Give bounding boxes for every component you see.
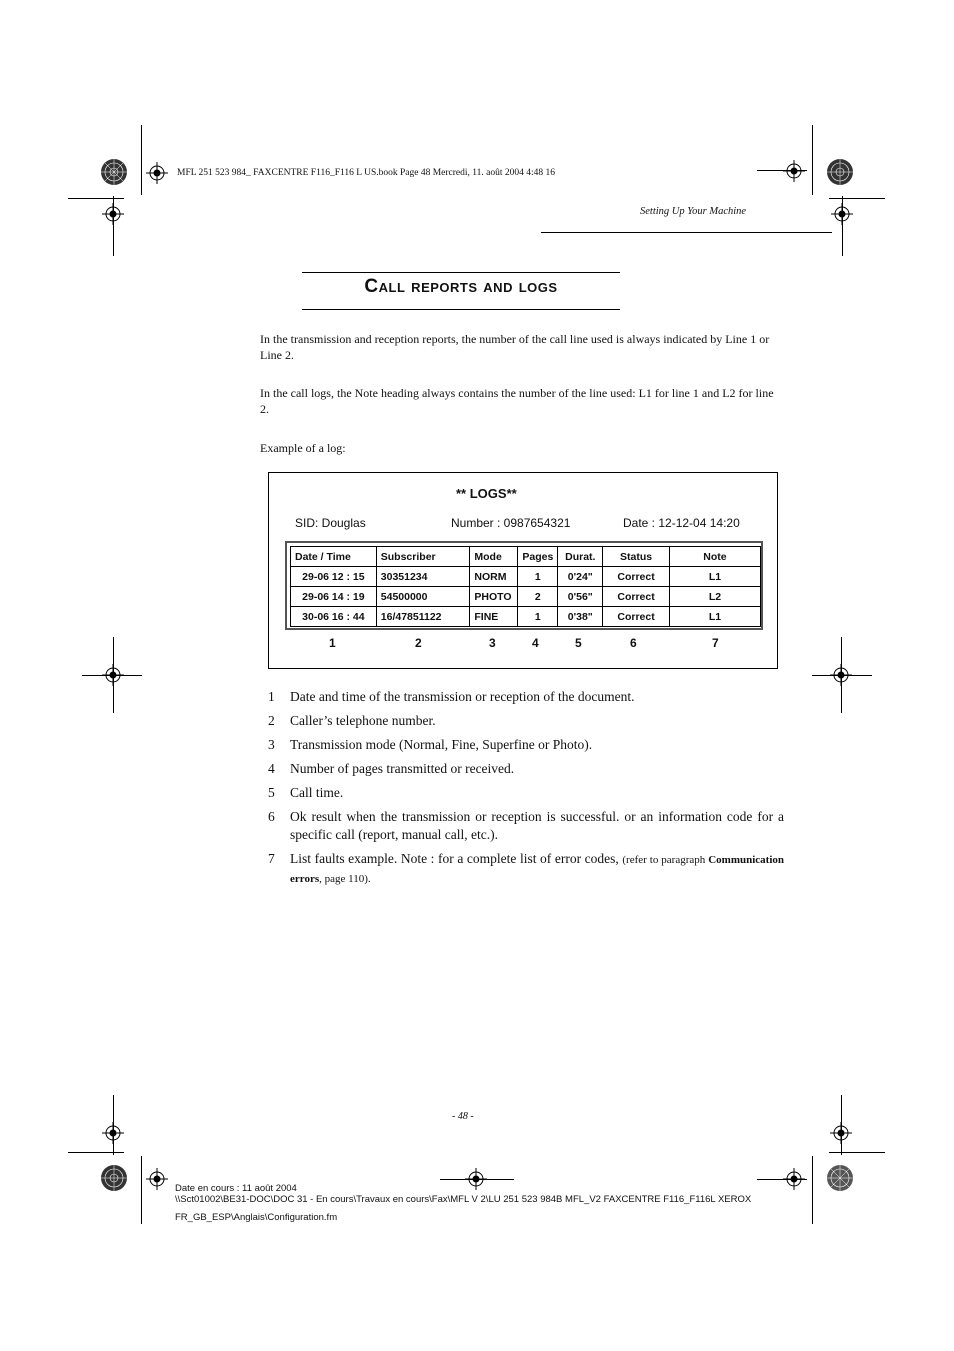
cross-reference-page: , page 110 (319, 873, 365, 885)
table-cell: 0'24" (558, 567, 603, 587)
list-item-text: Caller’s telephone number. (290, 713, 436, 728)
registration-cross-icon (831, 203, 853, 225)
registration-cross-icon (102, 664, 124, 686)
list-item (268, 760, 784, 778)
table-cell: 0'38" (558, 607, 603, 627)
crop-line (829, 1152, 885, 1153)
list-item (268, 712, 784, 730)
table-cell: 2 (518, 587, 558, 607)
table-cell: 30351234 (376, 567, 470, 587)
list-item-number: 6 (268, 809, 275, 824)
header-rule (541, 232, 832, 233)
example-label: Example of a log: (260, 441, 346, 455)
table-cell: 29-06 14 : 19 (291, 587, 377, 607)
column-number: 2 (415, 636, 422, 650)
title-rule-top (302, 272, 620, 273)
page-number: - 48 - (452, 1111, 474, 1122)
list-item-number: 4 (268, 761, 275, 776)
log-table-frame (285, 541, 763, 630)
crop-line (141, 125, 142, 195)
log-date: Date : 12-12-04 14:20 (623, 516, 740, 530)
table-cell: 30-06 16 : 44 (291, 607, 377, 627)
table-cell: 0'56" (558, 587, 603, 607)
list-item-number: 3 (268, 737, 275, 752)
registration-cross-icon (102, 1122, 124, 1144)
registration-cross-icon (783, 160, 805, 182)
table-cell: L2 (669, 587, 760, 607)
log-title: ** LOGS** (456, 486, 517, 501)
crop-line (68, 1152, 124, 1153)
list-item-number: 5 (268, 785, 275, 800)
list-item-text: Date and time of the transmission or reception of the document. (290, 689, 635, 704)
table-cell: 29-06 12 : 15 (291, 567, 377, 587)
table-cell: Correct (603, 587, 670, 607)
table-row (291, 607, 761, 627)
table-cell: Correct (603, 567, 670, 587)
registration-star-icon (826, 158, 854, 186)
list-item-text: Number of pages transmitted or received. (290, 761, 515, 776)
table-cell: 54500000 (376, 587, 470, 607)
log-number: Number : 0987654321 (451, 516, 571, 530)
registration-cross-icon (146, 1168, 168, 1190)
table-row (291, 587, 761, 607)
table-header-row (291, 547, 761, 567)
table-row (291, 567, 761, 587)
registration-cross-icon (783, 1168, 805, 1190)
crop-line (440, 1179, 514, 1180)
column-header: Pages (518, 547, 558, 567)
footer-path-continued: FR_GB_ESP\Anglais\Configuration.fm (175, 1212, 338, 1223)
column-number: 6 (630, 636, 637, 650)
list-item (268, 808, 784, 844)
list-item (268, 850, 784, 888)
list-item-number: 2 (268, 713, 275, 728)
registration-cross-icon (830, 1122, 852, 1144)
cross-reference-close: ). (364, 873, 371, 885)
footer-path: \\Sct01002\BE31-DOC\DOC 31 - En cours\Travaux en cours\Fax\MFL V 2\LU 251 523 984B MFL_V2 FAXCENTRE F116_F116L XEROX (175, 1194, 752, 1205)
table-cell: FINE (470, 607, 518, 627)
crop-line (829, 198, 885, 199)
log-sid: SID: Douglas (295, 516, 366, 530)
list-item-number: 7 (268, 851, 275, 866)
table-cell: 16/47851122 (376, 607, 470, 627)
column-number: 5 (575, 636, 582, 650)
running-title: Setting Up Your Machine (640, 206, 747, 217)
column-header: Date / Time (291, 547, 377, 567)
log-table (290, 546, 761, 627)
column-legend-list (268, 688, 784, 894)
registration-cross-icon (830, 664, 852, 686)
section-title: Call reports and logs (364, 276, 558, 297)
table-cell: 1 (518, 567, 558, 587)
table-cell: NORM (470, 567, 518, 587)
list-item-text: Call time. (290, 785, 344, 800)
registration-star-icon (100, 158, 128, 186)
table-cell: L1 (669, 567, 760, 587)
list-item-text (290, 850, 784, 888)
column-header: Durat. (558, 547, 603, 567)
registration-star-icon (826, 1164, 854, 1192)
table-cell: Correct (603, 607, 670, 627)
list-item-text-main: List faults example. Note : for a complete list of error codes, (290, 851, 623, 866)
column-header: Mode (470, 547, 518, 567)
table-cell: 1 (518, 607, 558, 627)
column-number: 4 (532, 636, 539, 650)
crop-line (812, 125, 813, 195)
list-item-number: 1 (268, 689, 275, 704)
list-item (268, 784, 784, 802)
file-info-header: MFL 251 523 984_ FAXCENTRE F116_F116 L US.book Page 48 Mercredi, 11. août 2004 4:48 16 (177, 168, 556, 178)
list-item-text: Ok result when the transmission or reception is successful. or an information code for a specific call (report, manual call, etc.). (290, 809, 784, 842)
column-header: Status (603, 547, 670, 567)
registration-star-icon (100, 1164, 128, 1192)
crop-line (141, 1156, 142, 1224)
cross-reference-prefix: (refer to paragraph (622, 854, 709, 866)
list-item-text: Transmission mode (Normal, Fine, Superfine or Photo). (290, 737, 593, 752)
column-number: 7 (712, 636, 719, 650)
crop-line (812, 1156, 813, 1224)
registration-cross-icon (146, 162, 168, 184)
title-rule-bottom (302, 309, 620, 310)
list-item (268, 688, 784, 706)
list-item (268, 736, 784, 754)
column-header: Subscriber (376, 547, 470, 567)
crop-line (68, 198, 124, 199)
footer-date: Date en cours : 11 août 2004 (175, 1183, 297, 1194)
cross-reference-link[interactable]: Communication errors (290, 854, 784, 885)
column-number: 3 (489, 636, 496, 650)
table-cell: L1 (669, 607, 760, 627)
paragraph-report-lines: In the transmission and reception reports, the number of the call line used is always indicated by Line 1 or Line 2. (260, 332, 770, 362)
table-cell: PHOTO (470, 587, 518, 607)
column-number: 1 (329, 636, 336, 650)
registration-cross-icon (102, 203, 124, 225)
paragraph-log-notes: In the call logs, the Note heading always contains the number of the line used: L1 for line 1 and L2 for line 2. (260, 386, 774, 416)
column-header: Note (669, 547, 760, 567)
